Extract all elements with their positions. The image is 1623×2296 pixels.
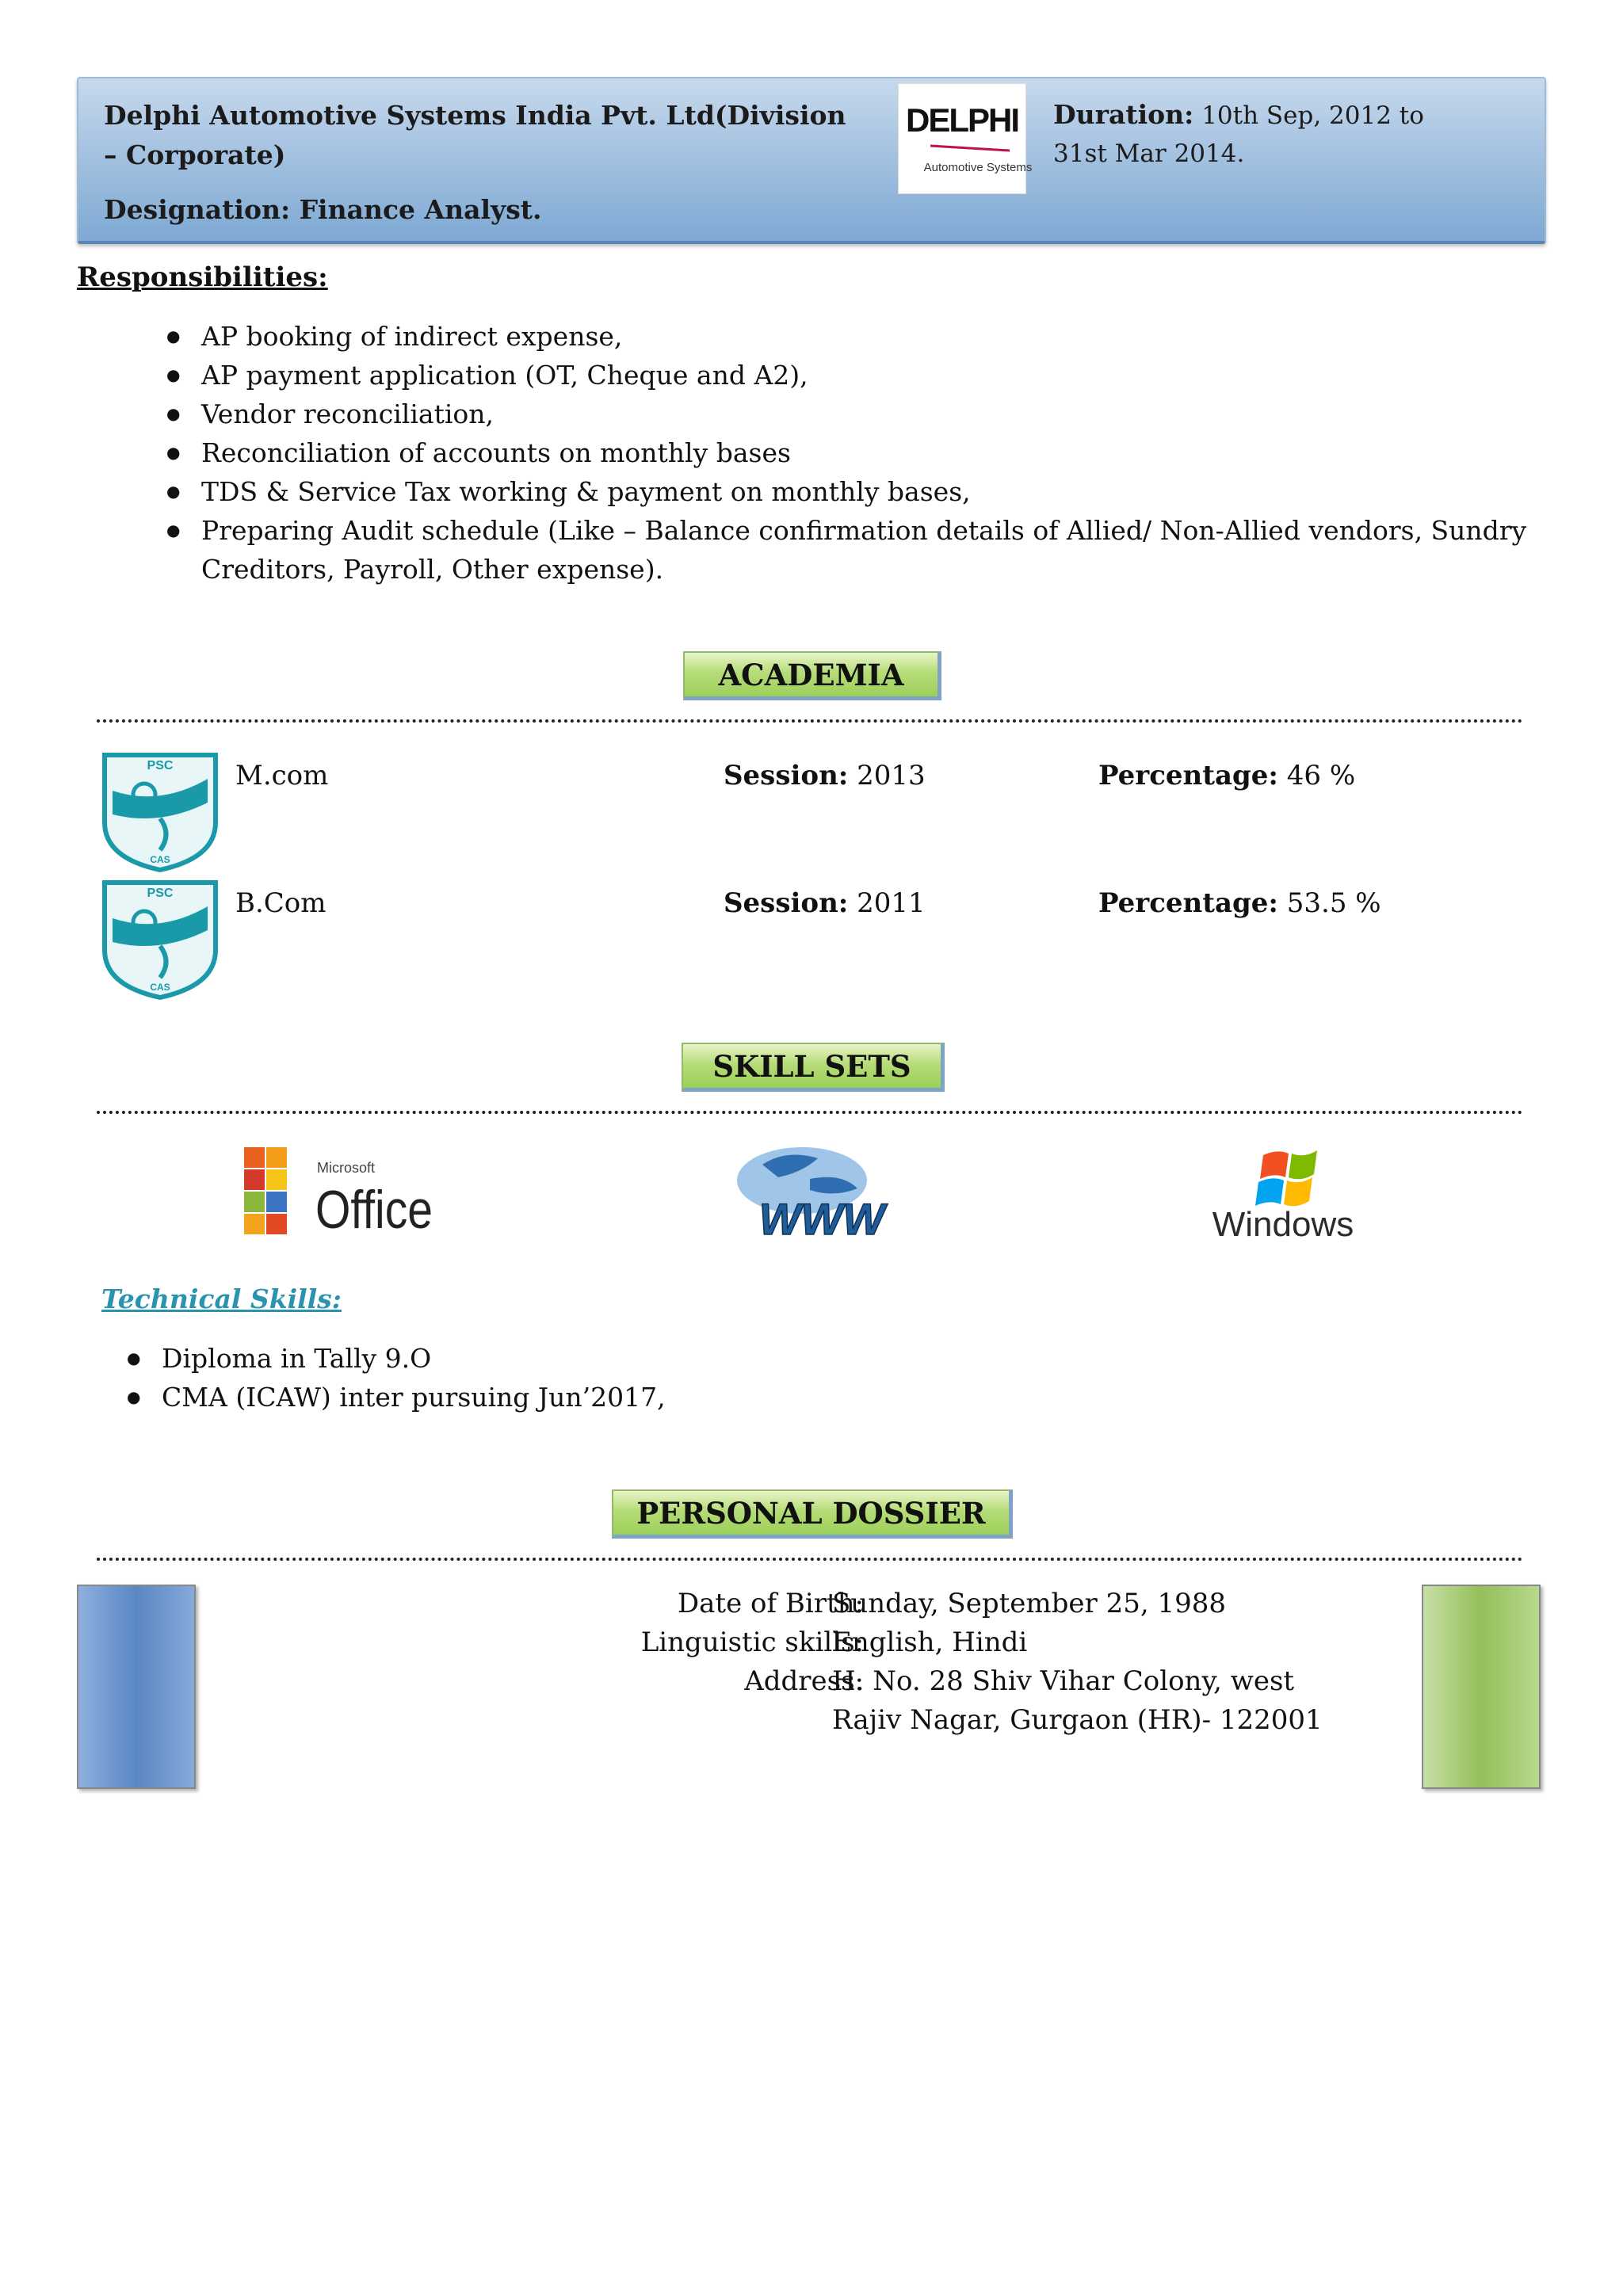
list-item: ● CMA (ICAW) inter pursuing Jun’2017, — [127, 1378, 1316, 1417]
designation: Designation: Finance Analyst. — [104, 194, 542, 225]
office-small-text: Microsoft — [317, 1160, 376, 1176]
college-crest-icon — [97, 747, 223, 874]
degree-name: M.com — [235, 760, 329, 791]
delphi-logo-name: DELPHI — [905, 101, 1019, 139]
employer-header — [77, 77, 1546, 244]
personal-label: Address: — [744, 1665, 864, 1697]
duration-value: 10th Sep, 2012 to 31st Mar 2014. — [1053, 101, 1424, 168]
list-item: ● Preparing Audit schedule (Like – Balance confirmation details of Allied/ Non-Allied vendors, Sundry Creditors, Payroll, Other expense). — [166, 511, 1537, 589]
personal-value: Sunday, September 25, 1988 — [832, 1588, 1226, 1619]
percentage-label: Percentage: — [1098, 887, 1278, 919]
personal-dossier-heading: PERSONAL DOSSIER — [612, 1489, 1013, 1539]
percentage-label: Percentage: — [1098, 760, 1278, 791]
college-crest-icon — [97, 875, 223, 1001]
windows-text: Windows — [1212, 1205, 1354, 1244]
decorative-green-bar — [1422, 1585, 1541, 1789]
percentage-value: 53.5 % — [1286, 887, 1381, 919]
job-duration — [1053, 96, 1481, 173]
windows-logo — [1184, 1141, 1382, 1244]
session — [724, 760, 926, 791]
list-item: ● Reconciliation of accounts on monthly bases — [166, 433, 1537, 472]
list-item: ● Diploma in Tally 9.O — [127, 1339, 1316, 1378]
ms-office-logo — [239, 1139, 437, 1242]
list-item: ● AP payment application (OT, Cheque and A2), — [166, 356, 1537, 395]
personal-label: Linguistic skills: — [640, 1627, 864, 1658]
responsibilities-list — [166, 317, 1537, 589]
delphi-logo — [898, 83, 1033, 194]
percentage — [1098, 760, 1355, 791]
session-value: 2011 — [857, 887, 926, 919]
personal-row — [507, 1701, 1379, 1740]
crest-bottom-text: CAS — [150, 982, 170, 993]
crest-top-text: PSC — [147, 759, 174, 772]
duration-label: Duration: — [1053, 99, 1194, 130]
technical-skills-title: Technical Skills: — [101, 1283, 342, 1314]
section-divider — [97, 719, 1523, 723]
academia-heading: ACADEMIA — [683, 651, 941, 700]
personal-value: H. No. 28 Shiv Vihar Colony, west — [832, 1665, 1295, 1697]
section-divider — [97, 1558, 1523, 1561]
www-globe-logo — [715, 1141, 913, 1244]
session-label: Session: — [724, 760, 849, 791]
degree-name: B.Com — [235, 887, 327, 919]
list-item: ● AP booking of indirect expense, — [166, 317, 1537, 356]
skill-sets-heading: SKILL SETS — [682, 1043, 945, 1092]
personal-value: Rajiv Nagar, Gurgaon (HR)- 122001 — [832, 1704, 1323, 1736]
technical-skills-list — [127, 1339, 1316, 1417]
percentage — [1098, 887, 1381, 919]
office-big-text: Office — [315, 1180, 433, 1240]
decorative-blue-bar — [77, 1585, 196, 1789]
delphi-logo-sub: Automotive Systems — [923, 161, 1033, 174]
percentage-value: 46 % — [1286, 760, 1356, 791]
section-divider — [97, 1111, 1523, 1114]
session — [724, 887, 926, 919]
list-item: ● TDS & Service Tax working & payment on monthly bases, — [166, 472, 1537, 511]
session-value: 2013 — [857, 760, 926, 791]
www-text: WWW — [758, 1194, 885, 1244]
delphi-logo-image — [899, 84, 1033, 193]
personal-row — [507, 1662, 1379, 1701]
personal-details — [507, 1585, 1379, 1740]
crest-top-text: PSC — [147, 887, 174, 900]
personal-value: English, Hindi — [832, 1627, 1028, 1658]
education-row — [97, 747, 1523, 874]
list-item: ● Vendor reconciliation, — [166, 395, 1537, 433]
company-name: Delphi Automotive Systems India Pvt. Ltd(Division – Corporate) — [104, 100, 846, 170]
personal-row — [507, 1623, 1379, 1662]
responsibilities-title: Responsibilities: — [77, 261, 328, 293]
personal-row — [507, 1585, 1379, 1623]
crest-bottom-text: CAS — [150, 854, 170, 865]
personal-label: Date of Birth: — [677, 1588, 864, 1619]
session-label: Session: — [724, 887, 849, 919]
education-row — [97, 875, 1523, 1001]
